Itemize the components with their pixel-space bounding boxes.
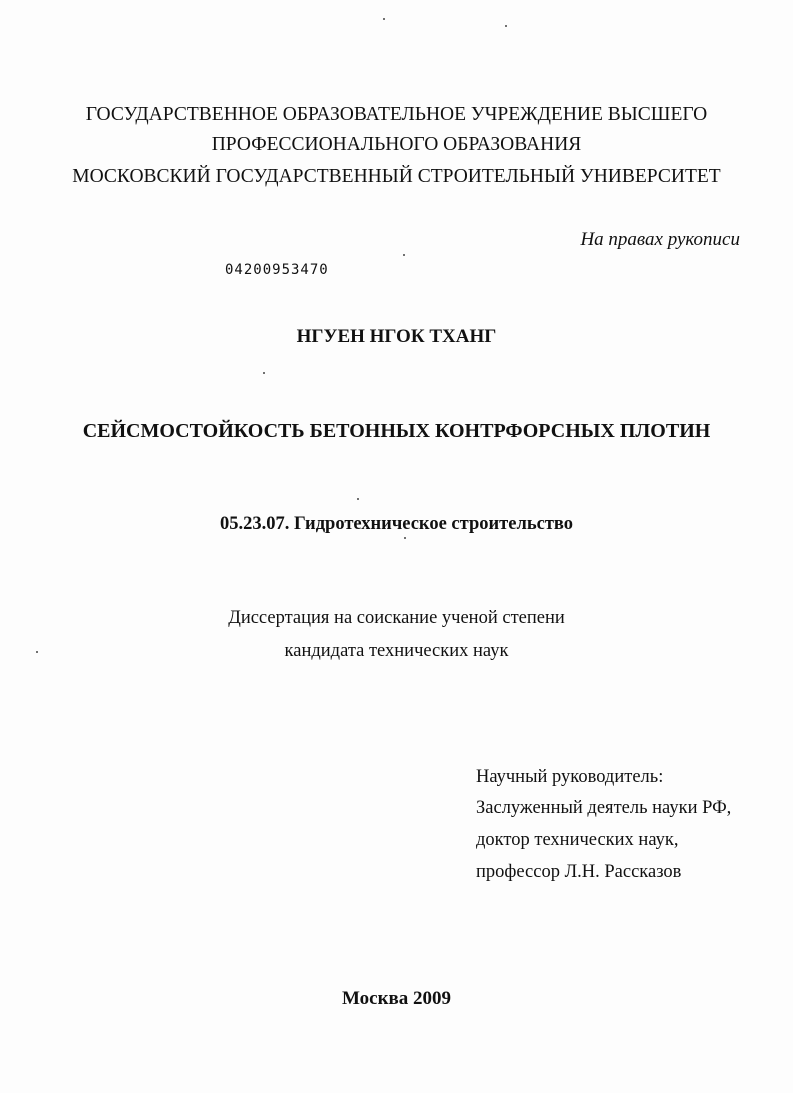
supervisor-label: Научный руководитель: [476,767,664,787]
supervisor-name: профессор Л.Н. Рассказов [476,862,682,882]
scan-speck [383,18,385,20]
scan-speck [505,25,507,27]
institution-line-2: ПРОФЕССИОНАЛЬНОГО ОБРАЗОВАНИЯ [211,134,582,155]
dissertation-title: СЕЙСМОСТОЙКОСТЬ БЕТОННЫХ КОНТРФОРСНЫХ ПЛОТИН [82,420,711,442]
scan-speck [404,537,406,539]
degree-line-2: кандидата технических наук [284,641,509,661]
manuscript-note: На правах рукописи [580,229,740,250]
catalog-number: 04200953470 [225,262,329,278]
city-year: Москва 2009 [341,988,452,1009]
scan-speck [357,498,359,500]
scan-speck [36,651,38,653]
scan-speck [403,254,405,256]
institution-line-1: ГОСУДАРСТВЕННОЕ ОБРАЗОВАТЕЛЬНОЕ УЧРЕЖДЕНИЕ ВЫСШЕГО [85,104,708,125]
institution-line-3: МОСКОВСКИЙ ГОСУДАРСТВЕННЫЙ СТРОИТЕЛЬНЫЙ УНИВЕРСИТЕТ [72,166,721,187]
supervisor-degree: доктор технических наук, [476,830,679,850]
supervisor-honor: Заслуженный деятель науки РФ, [476,798,732,818]
degree-line-1: Диссертация на соискание ученой степени [228,608,565,628]
specialty: 05.23.07. Гидротехническое строительство [219,514,574,534]
author-name: НГУЕН НГОК ТХАНГ [296,326,497,347]
scan-speck [263,372,265,374]
